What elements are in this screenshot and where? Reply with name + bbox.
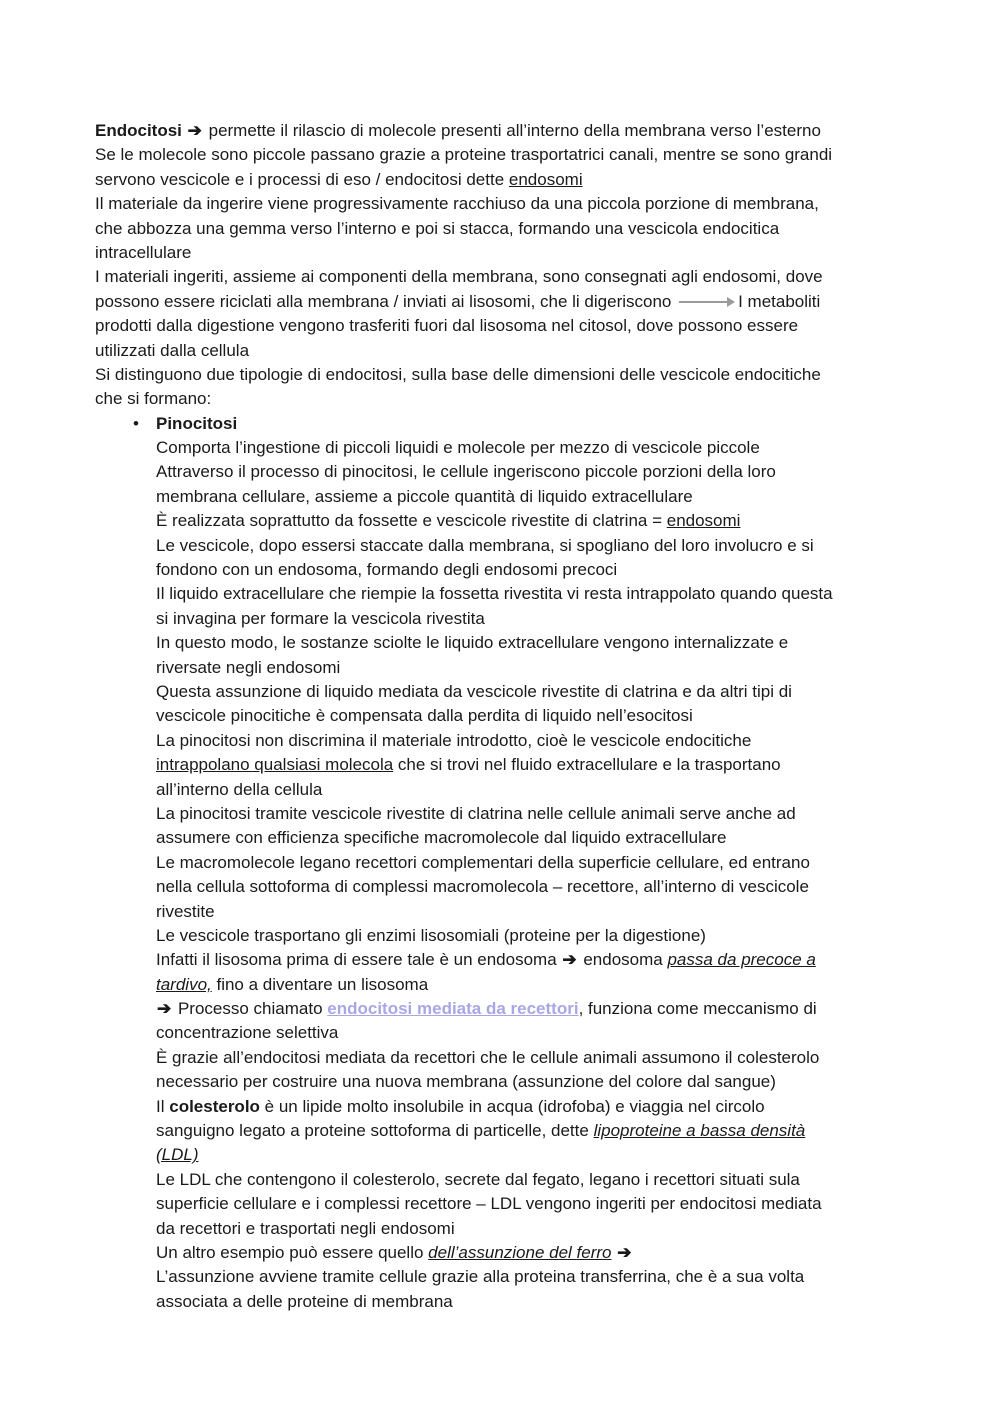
bullet-line: rivestite [156, 901, 215, 921]
bullet-line: Le macromolecole legano recettori complementari della superficie cellulare, ed entrano [156, 852, 810, 872]
bullet-line: all’interno della cellula [156, 779, 323, 799]
bullet-title: Pinocitosi [156, 413, 238, 433]
underlined-term: endosomi [508, 169, 583, 189]
arrow-icon: ➔ [187, 121, 202, 140]
arrow-icon: ➔ [157, 999, 172, 1019]
arrow-icon: ➔ [617, 1242, 632, 1262]
bullet-line: Il liquido extracellulare che riempie la fossetta rivestita vi resta intrappolato quando questa [156, 584, 833, 604]
bullet-line: intrappolano qualsiasi molecola che si trovi nel fluido extracellulare e la trasportano [156, 755, 781, 775]
bullet-line: La pinocitosi tramite vescicole rivestite di clatrina nelle cellule animali serve anche ad [156, 803, 796, 823]
bullet-line: L’assunzione avviene tramite cellule grazie alla proteina transferrina, che è a sua volta [156, 1267, 805, 1287]
intro-line: servono vescicole e i processi di eso / endocitosi dette endosomi [95, 169, 583, 189]
bullet-line: nella cellula sottoforma di complessi macromolecola – recettore, all’interno di vescicole [156, 877, 809, 897]
bullet-pinocitosi [133, 412, 915, 1314]
intro-line: utilizzati dalla cellula [95, 340, 250, 360]
bullet-line: La pinocitosi non discrimina il materiale introdotto, cioè le vescicole endocitiche [156, 730, 752, 750]
bullet-line: associata a delle proteine di membrana [156, 1291, 453, 1311]
bullet-line: Le LDL che contengono il colesterolo, secrete dal fegato, legano i recettori situati sula [156, 1169, 800, 1189]
document-body [95, 119, 915, 1314]
intro-line: Il materiale da ingerire viene progressivamente racchiuso da una piccola porzione di membrana, [95, 194, 819, 214]
bullet-line: fondono con un endosoma, formando degli endosomi precoci [156, 560, 618, 580]
bold-term: colesterolo [169, 1096, 260, 1116]
intro-line: intracellulare [95, 242, 192, 262]
bullet-line: Questa assunzione di liquido mediata da vescicole rivestite di clatrina e da altri tipi di [156, 681, 792, 701]
endocitosi-recettori-link[interactable]: endocitosi mediata da recettori [327, 999, 579, 1019]
bullet-line: In questo modo, le sostanze sciolte le liquido extracellulare vengono internalizzate e [156, 633, 789, 653]
bullet-line: sanguigno legato a proteine sottoforma di particelle, dette lipoproteine a bassa densità [156, 1121, 806, 1141]
bullet-line: tardivo, fino a diventare un lisosoma [156, 974, 429, 994]
bullet-line: concentrazione selettiva [156, 1023, 339, 1043]
bullet-line [156, 1143, 915, 1167]
bullet-line: Comporta l’ingestione di piccoli liquidi e molecole per mezzo di vescicole piccole [156, 438, 760, 458]
bullet-line: Un altro esempio può essere quello dell’assunzione del ferro ➔ [156, 1242, 632, 1262]
italic-underlined-term: lipoproteine a bassa densità [593, 1121, 806, 1141]
bullet-line: necessario per costruire una nuova membrana (assunzione del colore dal sangue) [156, 1072, 776, 1092]
underlined-term: endosomi [666, 511, 741, 531]
intro-line: Endocitosi ➔ permette il rilascio di molecole presenti all’interno della membrana verso l’esterno [95, 121, 821, 140]
heading-endocitosi: Endocitosi [95, 121, 182, 140]
bullet-line: ➔ Processo chiamato endocitosi mediata da recettori, funziona come meccanismo di [157, 999, 817, 1019]
intro-line: prodotti dalla digestione vengono trasferiti fuori dal lisosoma nel citosol, dove possono essere [95, 316, 799, 336]
arrow-icon: ➔ [562, 950, 577, 970]
bullet-line: Attraverso il processo di pinocitosi, le cellule ingeriscono piccole porzioni della loro [156, 462, 776, 482]
italic-underlined-term: tardivo, [156, 974, 212, 994]
italic-underlined-term: (LDL) [156, 1145, 199, 1165]
bullet-line: Infatti il lisosoma prima di essere tale è un endosoma ➔ endosoma passa da precoce a [156, 950, 816, 970]
bullet-line: assumere con efficienza specifiche macromolecole dal liquido extracellulare [156, 828, 727, 848]
bullet-line: membrana cellulare, assieme a piccole quantità di liquido extracellulare [156, 486, 693, 506]
bullet-line: si invagina per formare la vescicola rivestita [156, 608, 485, 628]
bullet-line: È grazie all’endocitosi mediata da recettori che le cellule animali assumono il colesterolo [156, 1047, 820, 1067]
bullet-line: da recettori e trasportati negli endosomi [156, 1218, 455, 1238]
bullet-line: È realizzata soprattutto da fossette e vescicole rivestite di clatrina = endosomi [156, 511, 741, 531]
intro-line: che si formano: [95, 389, 212, 409]
long-arrow-icon [678, 296, 736, 308]
intro-line: I materiali ingeriti, assieme ai componenti della membrana, sono consegnati agli endosomi, dove [95, 267, 823, 287]
bullet-line: Le vescicole, dopo essersi staccate dalla membrana, si spogliano del loro involucro e si [156, 535, 814, 555]
bullet-icon: • [133, 413, 139, 433]
bullet-line: superficie cellulare e i complessi recettore – LDL vengono ingeriti per endocitosi mediata [156, 1194, 822, 1214]
underlined-term: intrappolano qualsiasi molecola [156, 755, 394, 775]
bullet-line: riversate negli endosomi [156, 657, 341, 677]
intro-line: possono essere riciclati alla membrana / inviati ai lisosomi, che li digeriscono I metaboliti [95, 291, 821, 311]
bullet-line: Le vescicole trasportano gli enzimi lisosomiali (proteine per la digestione) [156, 925, 706, 945]
bullet-line: vescicole pinocitiche è compensata dalla perdita di liquido nell’esocitosi [156, 706, 693, 726]
intro-line: che abbozza una gemma verso l’interno e poi si stacca, formando una vescicola endocitica [95, 218, 780, 238]
bullet-line: Il colesterolo è un lipide molto insolubile in acqua (idrofoba) e viaggia nel circolo [156, 1096, 765, 1116]
italic-underlined-term: dell’assunzione del ferro [428, 1242, 612, 1262]
intro-line: Si distinguono due tipologie di endocitosi, sulla base delle dimensioni delle vescicole endocitiche [95, 364, 821, 384]
intro-line: Se le molecole sono piccole passano grazie a proteine trasportatrici canali, mentre se sono grandi [95, 145, 833, 165]
italic-underlined-term: passa da precoce a [667, 950, 816, 970]
